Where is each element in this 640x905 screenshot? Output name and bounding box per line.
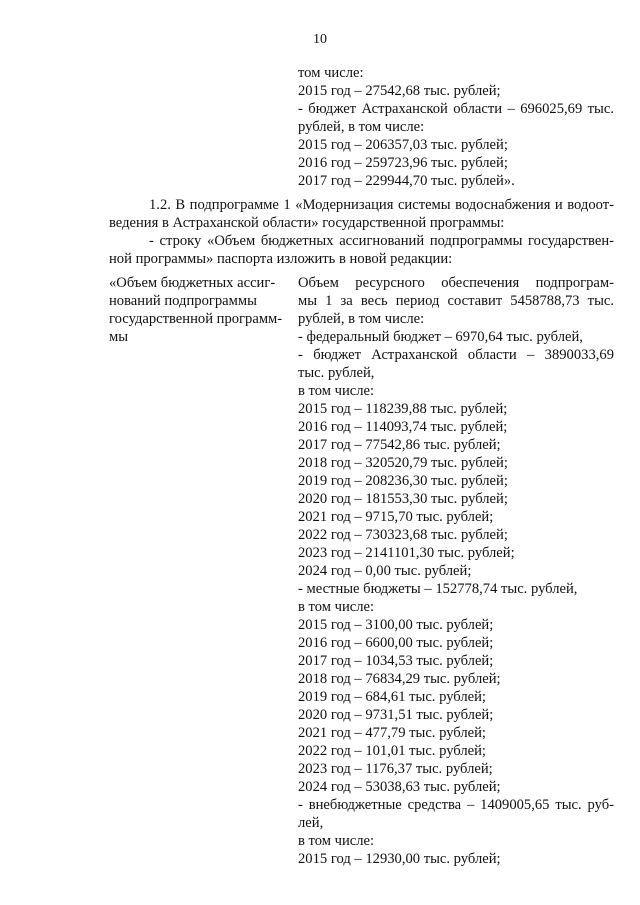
table-value-line: 2021 год – 9715,70 тыс. рублей;	[298, 509, 494, 525]
table-value-line: в том числе:	[298, 833, 375, 849]
table-value-line: рублей, в том числе:	[298, 311, 425, 327]
table-value-line: - бюджет Астраханской области – 3890033,69	[298, 347, 614, 363]
text-line: ной программы» паспорта изложить в новой редакции:	[109, 251, 453, 267]
table-value-line: 2023 год – 2141101,30 тыс. рублей;	[298, 545, 515, 561]
table-value-line: 2015 год – 3100,00 тыс. рублей;	[298, 617, 494, 633]
table-value-line: 2019 год – 684,61 тыс. рублей;	[298, 689, 486, 705]
text-line: 2015 год – 206357,03 тыс. рублей;	[298, 137, 508, 153]
table-value-line: 2018 год – 320520,79 тыс. рублей;	[298, 455, 508, 471]
table-label-line: нований подпрограммы	[109, 293, 257, 309]
table-value-line: - местные бюджеты – 152778,74 тыс. рублей,	[298, 581, 578, 597]
table-value-line: 2020 год – 181553,30 тыс. рублей;	[298, 491, 508, 507]
table-value-line: 2021 год – 477,79 тыс. рублей;	[298, 725, 486, 741]
table-value-line: в том числе:	[298, 599, 375, 615]
table-label-line: государственной программ-	[109, 311, 283, 327]
table-value-line: мы 1 за весь период составит 5458788,73 тыс.	[298, 293, 614, 309]
table-value-line: 2015 год – 12930,00 тыс. рублей;	[298, 851, 501, 867]
text-line: 2016 год – 259723,96 тыс. рублей;	[298, 155, 508, 171]
text-line: рублей, в том числе:	[298, 119, 425, 135]
page-number: 10	[313, 32, 327, 47]
table-label-line: «Объем бюджетных ассиг-	[109, 275, 276, 291]
text-line: том числе:	[298, 65, 364, 81]
text-line: 1.2. В подпрограмме 1 «Модернизация системы водоснабжения и водоот-	[149, 197, 614, 213]
table-value-line: 2018 год – 76834,29 тыс. рублей;	[298, 671, 501, 687]
table-value-line: 2015 год – 118239,88 тыс. рублей;	[298, 401, 508, 417]
text-line: - строку «Объем бюджетных ассигнований подпрограммы государствен-	[149, 233, 614, 249]
table-value-line: в том числе:	[298, 383, 375, 399]
table-value-line: 2016 год – 6600,00 тыс. рублей;	[298, 635, 494, 651]
table-value-line: 2024 год – 53038,63 тыс. рублей;	[298, 779, 501, 795]
table-value-line: 2022 год – 101,01 тыс. рублей;	[298, 743, 486, 759]
table-value-line: 2020 год – 9731,51 тыс. рублей;	[298, 707, 494, 723]
table-value-line: 2019 год – 208236,30 тыс. рублей;	[298, 473, 508, 489]
table-value-line: тыс. рублей,	[298, 365, 375, 381]
table-label-line: мы	[109, 329, 129, 345]
text-line: 2015 год – 27542,68 тыс. рублей;	[298, 83, 501, 99]
table-value-line: 2022 год – 730323,68 тыс. рублей;	[298, 527, 508, 543]
table-value-line: 2017 год – 77542,86 тыс. рублей;	[298, 437, 501, 453]
table-value-line: лей,	[298, 815, 324, 831]
text-line: - бюджет Астраханской области – 696025,69 тыс.	[298, 101, 614, 117]
table-value-line: - федеральный бюджет – 6970,64 тыс. рублей,	[298, 329, 583, 345]
table-value-line: 2023 год – 1176,37 тыс. рублей;	[298, 761, 493, 777]
table-value-line: 2017 год – 1034,53 тыс. рублей;	[298, 653, 494, 669]
table-value-line: 2024 год – 0,00 тыс. рублей;	[298, 563, 472, 579]
table-value-line: 2016 год – 114093,74 тыс. рублей;	[298, 419, 508, 435]
table-value-line: - внебюджетные средства – 1409005,65 тыс. руб-	[298, 797, 614, 813]
table-value-line: Объем ресурсного обеспечения подпрограм-	[298, 275, 614, 291]
text-line: ведения в Астраханской области» государственной программы:	[109, 215, 505, 231]
text-line: 2017 год – 229944,70 тыс. рублей».	[298, 173, 515, 189]
